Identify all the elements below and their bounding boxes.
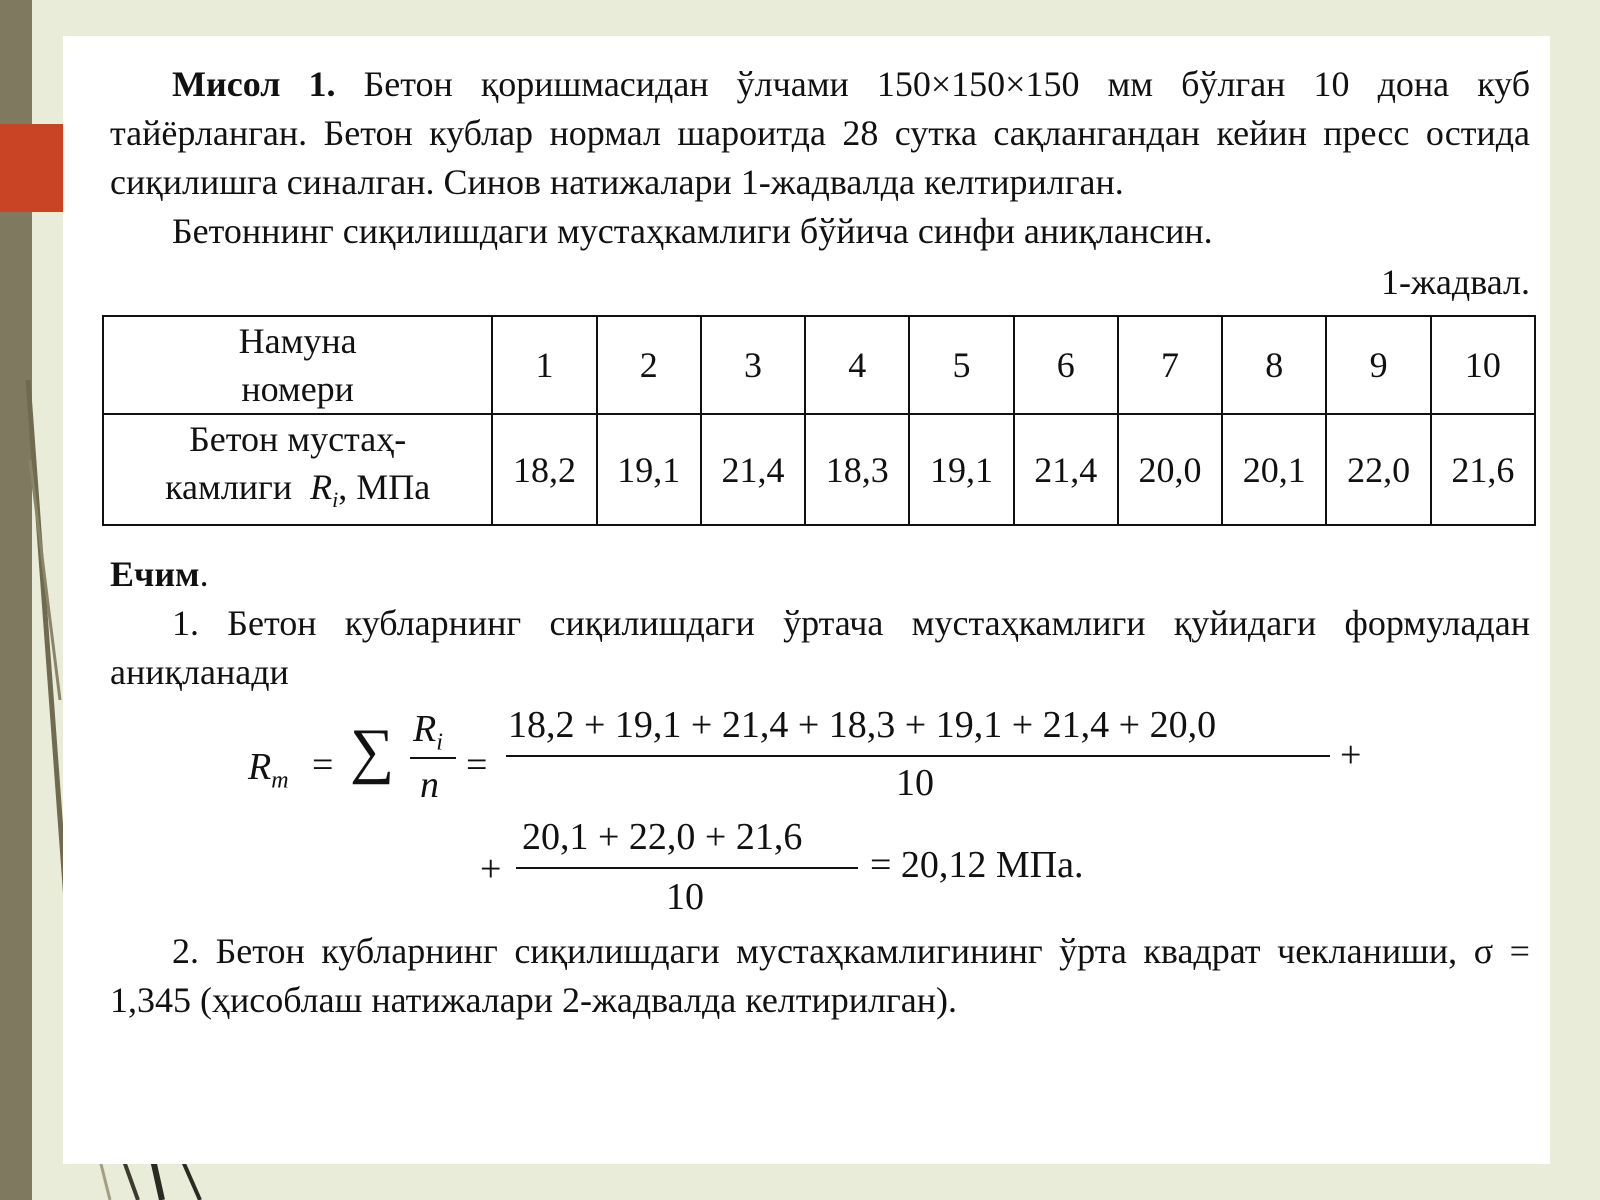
strength-value-cell: 18,3 — [805, 414, 909, 525]
strength-value-cell: 20,1 — [1222, 414, 1326, 525]
strength-symbol-letter: R — [310, 467, 333, 507]
fraction-ri-sub: i — [436, 729, 443, 756]
problem-paragraph — [110, 60, 1530, 207]
document-content — [110, 60, 1530, 1025]
solution-heading — [110, 550, 1530, 599]
strength-value-cell: 21,6 — [1431, 414, 1535, 525]
solution-heading-text: Ечим — [110, 554, 200, 595]
fraction-bar-line2 — [516, 867, 858, 869]
sample-number-cell: 4 — [805, 316, 909, 414]
sample-number-cell: 10 — [1431, 316, 1535, 414]
task-paragraph: Бетоннинг сиқилишдаги мустаҳкамлиги бўйича синфи аниқлансин. — [172, 211, 1213, 251]
strength-value-cell: 22,0 — [1326, 414, 1430, 525]
problem-text: Бетон қоришмасидан ўлчами 150×150×150 мм бўлган 10 дона куб тайёрланган. Бетон кублар нормал шароитда 28 сутка сақлангандан кейин пресс остида сиқилишга синалган. Синов натижалари 1-жадвалда келтирилган. — [110, 64, 1531, 202]
formula-lhs-sub: m — [271, 767, 289, 794]
strength-symbol-sub: i — [332, 487, 339, 513]
sample-number-cell: 1 — [492, 316, 596, 414]
sample-number-cell: 9 — [1326, 316, 1430, 414]
sample-number-cell: 3 — [701, 316, 805, 414]
fraction-bar-line1 — [506, 755, 1330, 757]
formula-plus-2: + — [480, 848, 502, 891]
formula-plus-1: + — [1340, 734, 1362, 777]
solution-heading-dot: . — [199, 554, 209, 595]
strength-value-cell: 18,2 — [492, 414, 596, 525]
table-row-sample-numbers — [103, 316, 1535, 414]
sample-number-header — [103, 316, 492, 414]
formula-result: = 20,12 МПа. — [870, 844, 1084, 887]
strength-value-cell: 19,1 — [909, 414, 1013, 525]
sample-number-cell: 5 — [909, 316, 1013, 414]
fraction-n: n — [420, 764, 439, 807]
sigma-symbol: ∑ — [350, 717, 395, 786]
sample-number-cell: 2 — [597, 316, 701, 414]
solution-step-2: 2. Бетон кубларнинг сиқилишдаги мустаҳкамлигининг ўрта квадрат чекланиши, σ = 1,345 (ҳисоблаш натижалари 2-жадвалда келтирилган). — [110, 931, 1530, 1021]
fraction-ri-symbol: R — [413, 708, 437, 751]
sample-number-cell: 7 — [1118, 316, 1222, 414]
strength-unit: , МПа — [338, 467, 431, 507]
table-row-strength — [103, 414, 1535, 525]
strength-symbol — [310, 467, 339, 513]
fraction-bar-small — [410, 757, 456, 759]
formula-equals-1: = — [312, 744, 334, 787]
formula-equals-2: = — [466, 744, 488, 787]
strength-value-cell: 21,4 — [1014, 414, 1118, 525]
slide-accent-block — [0, 124, 63, 212]
example-title: Мисол 1. — [172, 64, 336, 104]
sample-header-line-2: номери — [241, 369, 354, 409]
line2-numerator: 20,1 + 22,0 + 21,6 — [522, 816, 803, 859]
sample-number-cell: 8 — [1222, 316, 1326, 414]
mean-strength-formula — [110, 697, 1530, 927]
line1-numerator: 18,2 + 19,1 + 21,4 + 18,3 + 19,1 + 21,4 + 20,0 — [508, 704, 1217, 747]
formula-lhs-symbol: R — [248, 746, 272, 789]
results-table — [102, 315, 1536, 526]
strength-header-line-1: Бетон мустаҳ- — [189, 419, 407, 459]
strength-header — [103, 414, 492, 525]
document-page — [63, 36, 1550, 1164]
line1-denominator: 10 — [896, 762, 934, 805]
sample-number-cell: 6 — [1014, 316, 1118, 414]
formula-lhs — [248, 743, 289, 806]
strength-value-cell: 19,1 — [597, 414, 701, 525]
strength-value-cell: 21,4 — [701, 414, 805, 525]
sample-header-line-1: Намуна — [238, 321, 357, 361]
table-caption: 1-жадвал. — [1381, 262, 1530, 302]
strength-value-cell: 20,0 — [1118, 414, 1222, 525]
line2-denominator: 10 — [666, 876, 704, 919]
strength-header-line-2: камлиги — [165, 467, 293, 507]
solution-step-1: 1. Бетон кубларнинг сиқилишдаги ўртача мустаҳкамлиги қуйидаги формуладан аниқланади — [110, 603, 1530, 693]
